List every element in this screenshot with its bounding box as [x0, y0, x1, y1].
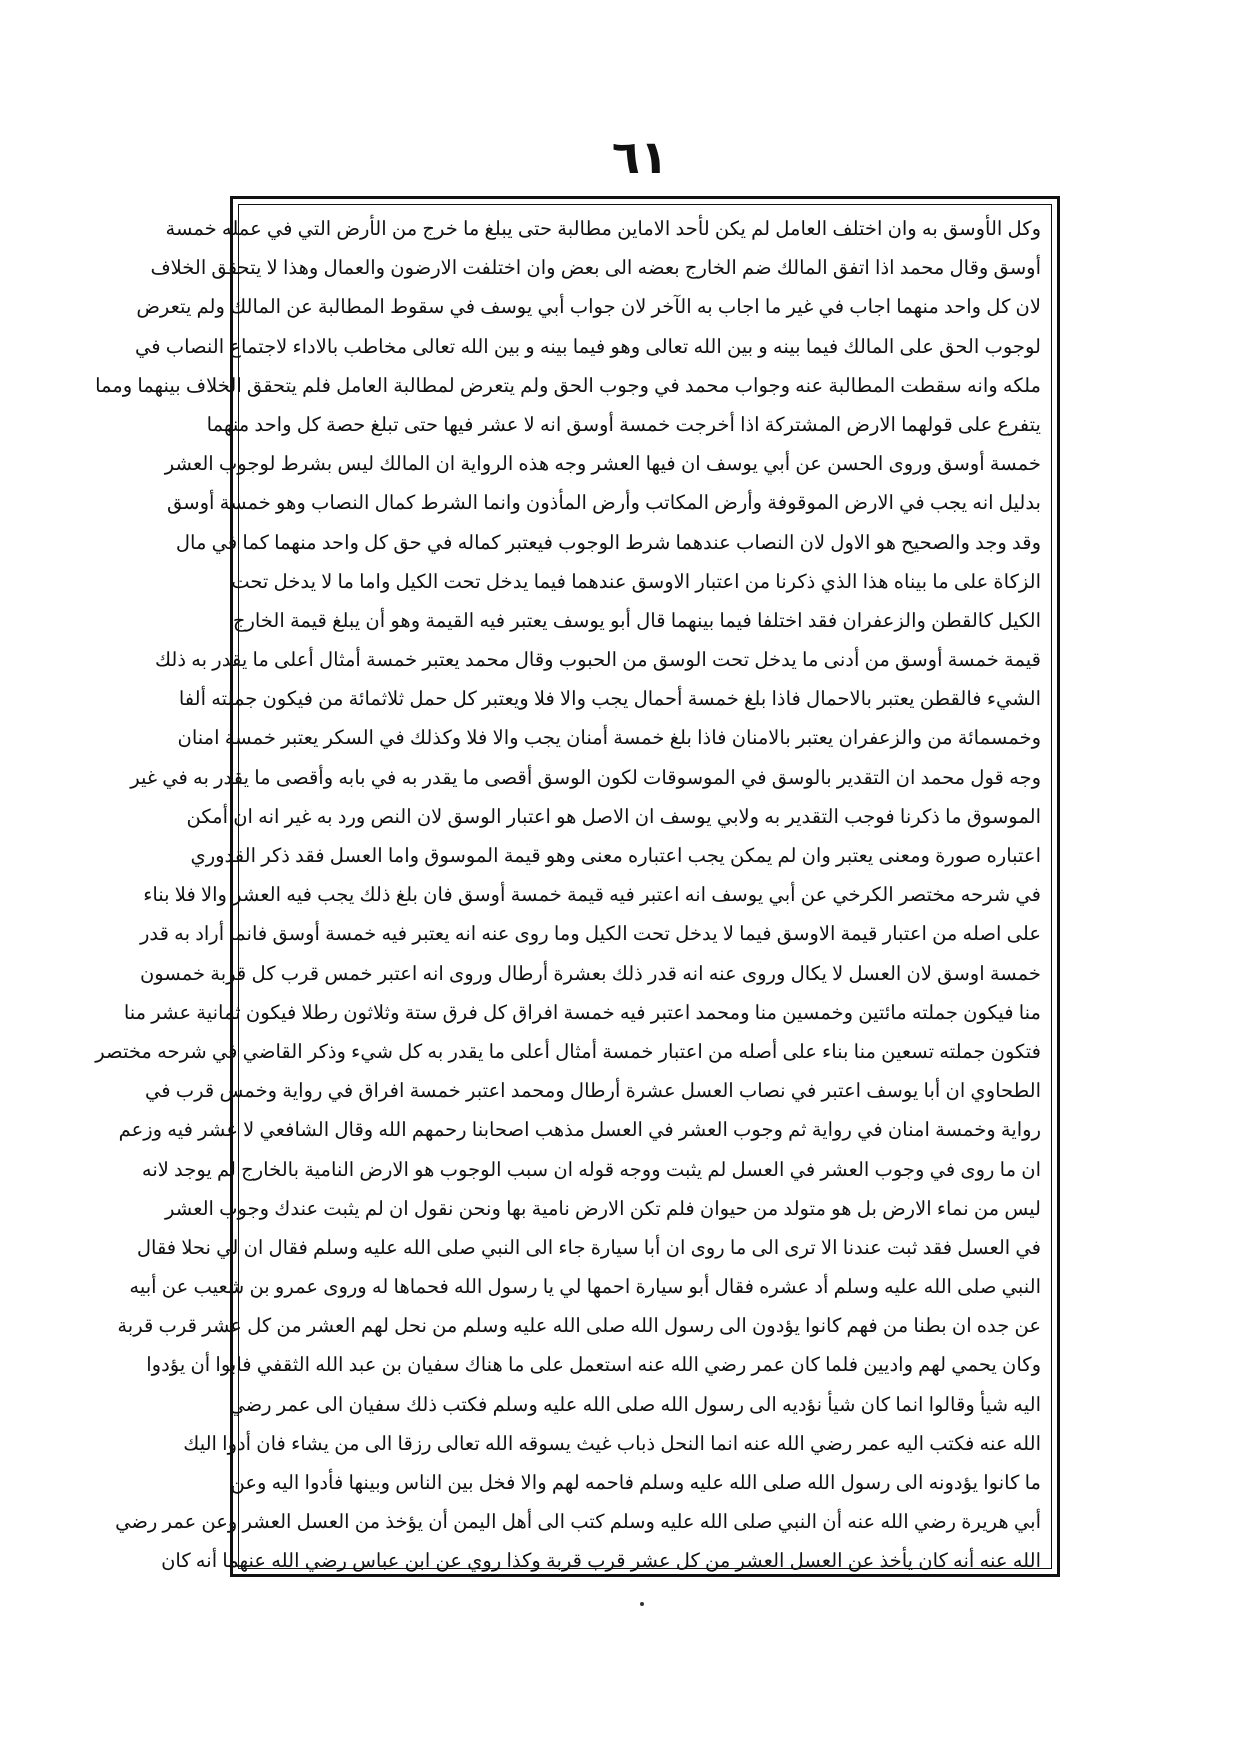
text-line: الزكاة على ما بيناه هذا الذي ذكرنا من اعتبار الاوسق عندهما فيما يدخل تحت الكيل واما ما لا يدخل تحت [231, 569, 1041, 593]
text-line: قيمة خمسة أوسق من أدنى ما يدخل تحت الوسق من الحبوب وقال محمد يعتبر خمسة أمثال أعلى ما يقدر به ذلك [154, 648, 1041, 672]
text-line: الشيء فالقطن يعتبر بالاحمال فاذا بلغ خمسة أحمال يجب والا فلا ويعتبر كل حمل ثلاثمائة من فيكون جملته ألفا [178, 687, 1041, 711]
text-line: منا فيكون جملته مائتين وخمسين منا ومحمد اعتبر فيه خمسة افراق كل فرق ستة وثلاثون رطلا فيكون ثمانية عشر منا [123, 1000, 1041, 1024]
text-line: خمسة أوسق وروى الحسن عن أبي يوسف ان فيها العشر وجه هذه الرواية ان المالك ليس بشرط لوجوب العشر [164, 452, 1041, 476]
text-line: في شرحه مختصر الكرخي عن أبي يوسف انه اعتبر فيه قيمة خمسة أوسق فان بلغ ذلك يجب فيه العشر والا فلا بناء [143, 883, 1041, 907]
text-line: ما كانوا يؤدونه الى رسول الله صلى الله عليه وسلم فاحمه لهم والا فخل بين الناس وبينها فأدوا اليه وعن [230, 1471, 1041, 1494]
text-line: وخمسمائة من والزعفران يعتبر بالامنان فاذا بلغ خمسة أمنان يجب والا فلا وكذلك في السكر يعتبر خمسة امنان [177, 726, 1041, 750]
scan-speck [640, 1602, 644, 1606]
page-number: ٦١ [611, 130, 669, 184]
text-line: الكيل كالقطن والزعفران فقد اختلفا فيما بينهما قال أبو يوسف يعتبر فيه القيمة وهو أن يبلغ قيمة الخارج [232, 608, 1041, 632]
text-line: وقد وجد والصحيح هو الاول لان النصاب عندهما شرط الوجوب فيعتبر كماله في حق كل واحد منهما كما في مال [175, 530, 1041, 554]
text-line: ليس من نماء الارض بل هو متولد من حيوان فلم تكن الارض نامية بها ونحن نقول ان لم يثبت عندك وجوب العشر [165, 1196, 1041, 1220]
text-line: لان كل واحد منهما اجاب في غير ما اجاب به الآخر لان جواب أبي يوسف في سقوط المطالبة عن المالك ولم يتعرض [136, 295, 1041, 319]
text-line: وكان يحمي لهم واديين فلما كان عمر رضي الله عنه استعمل على ما هناك سفيان بن عبد الله الثقفي فابوا أن يؤدوا [146, 1353, 1041, 1377]
text-line: أوسق وقال محمد اذا اتفق المالك ضم الخارج بعضه الى بعض وان اختلفت الارضون والعمال وهذا لا يتحقق الخلاف [150, 256, 1041, 280]
text-line: الموسوق ما ذكرنا فوجب التقدير به ولابي يوسف ان الاصل هو اعتبار الوسق لان النص ورد به غير انه ان أمكن [186, 804, 1041, 828]
text-line: أبي هريرة رضي الله عنه أن النبي صلى الله عليه وسلم كتب الى أهل اليمن أن يؤخذ من العسل العشر وعن عمر رضي [115, 1510, 1041, 1534]
text-line: بدليل انه يجب في الارض الموقوفة وأرض المكاتب وأرض المأذون وانما الشرط كمال النصاب وهو خمسة أوسق [167, 491, 1041, 515]
text-line: وكل الأوسق به وان اختلف العامل لم يكن لأحد الاماين مطالبة حتى يبلغ ما خرج من الأرض التي في عمله خمسة [165, 217, 1041, 240]
text-line: وجه قول محمد ان التقدير بالوسق في الموسوقات لكون الوسق أقصى ما يقدر به في بابه وأقصى ما يقدر به في غير [130, 765, 1041, 789]
text-line: ان ما روى في وجوب العشر في العسل لم يثبت ووجه قوله ان سبب الوجوب هو الارض النامية بالخارج لم يوجد لانه [141, 1157, 1041, 1181]
text-line: لوجوب الحق على المالك فيما بينه و بين الله تعالى وهو فيما بينه و بين الله تعالى مخاطب بالاداء لاجتماع النصاب في [134, 334, 1041, 358]
text-line: عن جده ان بطنا من فهم كانوا يؤدون الى رسول الله صلى الله عليه وسلم من نحل لهم العشر من كل عشر قرب قربة [117, 1314, 1041, 1338]
text-line: النبي صلى الله عليه وسلم أد عشره فقال أبو سيارة احمها لي يا رسول الله فحماها له وروى عمرو بن شعيب عن أبيه [129, 1275, 1041, 1299]
text-line: الله عنه أنه كان يأخذ عن العسل العشر من كل عشر قرب قربة وكذا روي عن ابن عباس رضي الله عنهما أنه كان [161, 1549, 1041, 1573]
text-line: الطحاوي ان أبا يوسف اعتبر في نصاب العسل عشرة أرطال ومحمد اعتبر خمسة افراق في رواية وخمس قرب في [145, 1079, 1041, 1103]
text-line: فتكون جملته تسعين منا بناء على أصله من اعتبار خمسة أمثال أعلى ما يقدر به كل شيء وذكر القاضي في شرحه مختصر [95, 1039, 1041, 1063]
text-line: خمسة اوسق لان العسل لا يكال وروى عنه انه قدر ذلك بعشرة أرطال وروى انه اعتبر خمس قرب كل قربة خمسون [139, 961, 1041, 985]
text-line: اعتباره صورة ومعنى يعتبر وان لم يمكن يجب اعتباره معنى وهو قيمة الموسوق واما العسل فقد ذكر القدوري [190, 844, 1041, 867]
text-line: على اصله من اعتبار قيمة الاوسق فيما لا يدخل تحت الكيل وما روى عنه انه يعتبر فيه خمسة أوسق فانما أراد به قدر [139, 922, 1041, 946]
text-line: ملكه وانه سقطت المطالبة عنه وجواب محمد في وجوب الحق ولم يتعرض لمطالبة العامل فلم يتحقق الخلاف بينهما ومما [95, 373, 1041, 397]
text-line: رواية وخمسة امنان في رواية ثم وجوب العشر في العسل مذهب اصحابنا رحمهم الله وقال الشافعي لا عشر فيه وزعم [118, 1118, 1041, 1142]
text-line: اليه شيأ وقالوا انما كان شيأ نؤديه الى رسول الله صلى الله عليه وسلم فكتب ذلك سفيان الى عمر رضي [229, 1392, 1041, 1416]
text-line: في العسل فقد ثبت عندنا الا ترى الى ما روى ان أبا سيارة جاء الى النبي صلى الله عليه وسلم فقال ان لي نحلا فقال [136, 1235, 1041, 1259]
text-block [95, 204, 1052, 1573]
text-line: الله عنه فكتب اليه عمر رضي الله عنه انما النحل ذباب غيث يسوقه الله تعالى رزقا الى من يشاء فان أدوا اليك [183, 1431, 1041, 1455]
text-line: يتفرع على قولهما الارض المشتركة اذا أخرجت خمسة أوسق انه لا عشر فيها حتى تبلغ حصة كل واحد منهما [206, 412, 1041, 436]
